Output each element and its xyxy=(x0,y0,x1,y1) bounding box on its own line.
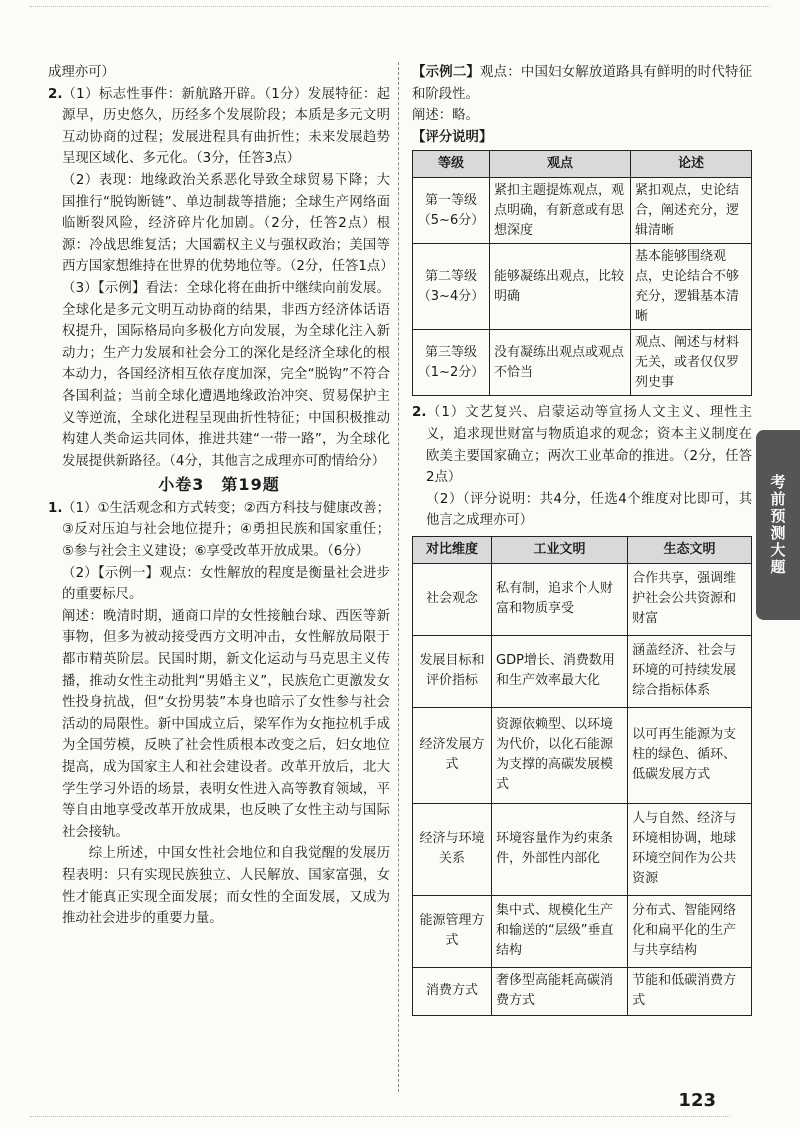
comparison-industrial: 私有制，追求个人财富和物质享受 xyxy=(492,563,628,635)
example2-elaboration: 阐述：略。 xyxy=(412,108,479,124)
section-title: 小卷3 第19题 xyxy=(158,475,280,495)
q1-part4: 综上所述，中国女性社会地位和自我觉醒的发展历程表明：只有实现民族独立、人民解放、国家富强，女性才能真正实现全面发展；而女性的全面发展，又成为推动社会进步的重要力量。 xyxy=(62,846,390,927)
eval-title: 【评分说明】 xyxy=(412,129,493,145)
comparison-ecological: 合作共享，强调维护社会公共资源和财富 xyxy=(628,563,752,635)
comparison-header-ecological: 生态文明 xyxy=(628,536,752,563)
q1-part1 xyxy=(48,498,390,563)
comparison-table xyxy=(412,536,752,1016)
grading-level: 第三等级 （1~2分） xyxy=(413,330,490,396)
table-row xyxy=(413,803,752,895)
right-question-2 xyxy=(412,402,752,532)
comparison-header-dimension: 对比维度 xyxy=(413,536,492,563)
comparison-dimension: 能源管理方式 xyxy=(413,895,492,967)
comparison-ecological: 人与自然、经济与环境相协调，地球环境空间作为公共资源 xyxy=(628,803,752,895)
left-column xyxy=(48,62,394,930)
q1-part2 xyxy=(62,563,390,606)
side-section-tab: 考前预测大题 xyxy=(756,430,800,620)
grading-header-viewpoint: 观点 xyxy=(490,151,631,178)
q2-part1 xyxy=(48,84,390,170)
grading-viewpoint: 没有凝练出观点或观点不恰当 xyxy=(490,330,631,396)
comparison-dimension: 经济发展方式 xyxy=(413,707,492,803)
q1-part1-text: （1）①生活观念和方式转变；②西方科技与健康改善；③反对压迫与社会地位提升；④勇担民族和国家重任；⑤参与社会主义建设；⑥享受改革开放成果。（6分） xyxy=(62,500,390,560)
example2 xyxy=(412,62,752,105)
comparison-ecological: 分布式、智能网络化和扁平化的生产与共享结构 xyxy=(628,895,752,967)
q2-number: 2. xyxy=(48,86,63,102)
grading-viewpoint: 能够凝练出观点，比较明确 xyxy=(490,244,631,330)
q1-part2-tag: （2）【示例一】 xyxy=(62,565,160,581)
left-question-2 xyxy=(48,84,394,473)
comparison-industrial: 奢侈型高能耗高碳消费方式 xyxy=(492,967,628,1015)
grading-argument: 紧扣观点，史论结合，阐述充分，逻辑清晰 xyxy=(631,178,752,244)
grading-level: 第二等级 （3~4分） xyxy=(413,244,490,330)
left-question-1 xyxy=(48,498,390,930)
comparison-ecological: 涵盖经济、社会与环境的可持续发展综合指标体系 xyxy=(628,635,752,707)
rq2-part2: （2）（评分说明：共4分，任选4个维度对比即可，其他言之成理亦可） xyxy=(426,491,752,529)
comparison-dimension: 经济与环境关系 xyxy=(413,803,492,895)
q2-part1-text: （1）标志性事件：新航路开辟。（1分）发展特征：起源早，历史悠久，历经多个发展阶段；本质是多元文明互动协商的过程；发展进程具有曲折性；未来发展趋势呈现区域化、多元化。（3分，任答3点） xyxy=(62,86,390,167)
comparison-dimension: 消费方式 xyxy=(413,967,492,1015)
column-divider xyxy=(398,62,399,1092)
rq2-part1 xyxy=(412,402,752,488)
table-row xyxy=(413,707,752,803)
q2-part3-tag: （3）【示例】 xyxy=(62,280,146,296)
comparison-header-industrial: 工业文明 xyxy=(492,536,628,563)
comparison-industrial: 环境容量作为约束条件，外部性内部化 xyxy=(492,803,628,895)
comparison-ecological: 以可再生能源为支柱的绿色、循环、低碳发展方式 xyxy=(628,707,752,803)
table-row xyxy=(413,635,752,707)
comparison-industrial: 资源依赖型、以环境为代价，以化石能源为支撑的高碳发展模式 xyxy=(492,707,628,803)
example2-tag: 【示例二】 xyxy=(412,65,481,80)
top-scan-edge xyxy=(30,6,770,7)
grading-table xyxy=(412,150,752,396)
grading-header-argument: 论述 xyxy=(631,151,752,178)
grading-argument: 观点、阐述与材料无关，或者仅仅罗列史事 xyxy=(631,330,752,396)
bottom-scan-edge xyxy=(30,1116,730,1117)
q2-part3-text: 看法：全球化将在曲折中继续向前发展。全球化是多元文明互动协商的结果，非西方经济体话语权提升，国际格局向多极化方向发展，为全球化注入新动力；生产力发展和社会分工的深化是经济全球化的根本动力，各国经济相互依存度加深，完全“脱钩”不符合各国利益；当前全球化遭遇地缘政治冲突、贸易保护主义等逆流，全球化进程呈现曲折性特征；中国积极推动构建人类命运共同体，推进共建“一带一路”，为全球化发展提供新路径。（4分，其他言之成理亦可酌情给分） xyxy=(62,280,390,469)
table-row xyxy=(413,563,752,635)
grading-table-header xyxy=(413,151,752,178)
example2-text: 观点：中国妇女解放道路具有鲜明的时代特征和阶段性。 xyxy=(412,65,753,102)
q1-part2-text: 观点：女性解放的程度是衡量社会进步的重要标尺。 xyxy=(62,565,390,603)
grading-level: 第一等级 （5~6分） xyxy=(413,178,490,244)
table-row xyxy=(413,244,752,330)
grading-argument: 基本能够围绕观点，史论结合不够充分，逻辑基本清晰 xyxy=(631,244,752,330)
q1-part3: 阐述：晚清时期，通商口岸的女性接触台球、西医等新事物，但多为被动接受西方文明冲击，女性解放局限于都市精英阶层。民国时期，新文化运动与马克思主义传播，推动女性主动批判“男婚主义”，民族危亡更激发女性投身抗战，但“女扮男装”本身也暗示了女性参与社会活动的局限性。新中国成立后，梁军作为女拖拉机手成为全国劳模，反映了社会性质根本改变之后，妇女地位提高，成为国家主人和社会建设者。改革开放后，北大学生学习外语的场景，表明女性进入高等教育领域，平等自由地享受改革开放成果，也反映了女性主动与国际社会接轨。 xyxy=(62,608,390,840)
rq2-part1-text: （1）文艺复兴、启蒙运动等宣扬人文主义、理性主义，追求现世财富与物质追求的观念；资本主义制度在欧美主要国家确立；两次工业革命的推进。（2分，任答2点） xyxy=(426,405,752,486)
q2-part3 xyxy=(62,278,390,472)
comparison-ecological: 节能和低碳消费方式 xyxy=(628,967,752,1015)
table-row xyxy=(413,178,752,244)
table-row xyxy=(413,330,752,396)
comparison-industrial: 集中式、规模化生产和输送的“层级”垂直结构 xyxy=(492,895,628,967)
comparison-dimension: 发展目标和评价指标 xyxy=(413,635,492,707)
grading-viewpoint: 紧扣主题提炼观点，观点明确，有新意或有思想深度 xyxy=(490,178,631,244)
grading-header-level: 等级 xyxy=(413,151,490,178)
comparison-dimension: 社会观念 xyxy=(413,563,492,635)
rq2-number: 2. xyxy=(412,405,427,421)
table-row xyxy=(413,895,752,967)
left-continuation: 成理亦可） xyxy=(48,65,115,80)
right-column xyxy=(412,62,752,1016)
q2-part2: （2）表现：地缘政治关系恶化导致全球贸易下降；大国推行“脱钩断链”、单边制裁等措施；全球生产网络面临断裂风险，经济碎片化加剧。（2分，任答2点）根源：冷战思维复活；大国霸权主义与强权政治；美国等西方国家想维持在世界的优势地位等。（2分，任答1点） xyxy=(62,172,394,275)
comparison-table-header xyxy=(413,536,752,563)
page-number: 123 xyxy=(678,1090,716,1111)
comparison-industrial: GDP增长、消费数用和生产效率最大化 xyxy=(492,635,628,707)
table-row xyxy=(413,967,752,1015)
q1-number: 1. xyxy=(48,500,63,516)
